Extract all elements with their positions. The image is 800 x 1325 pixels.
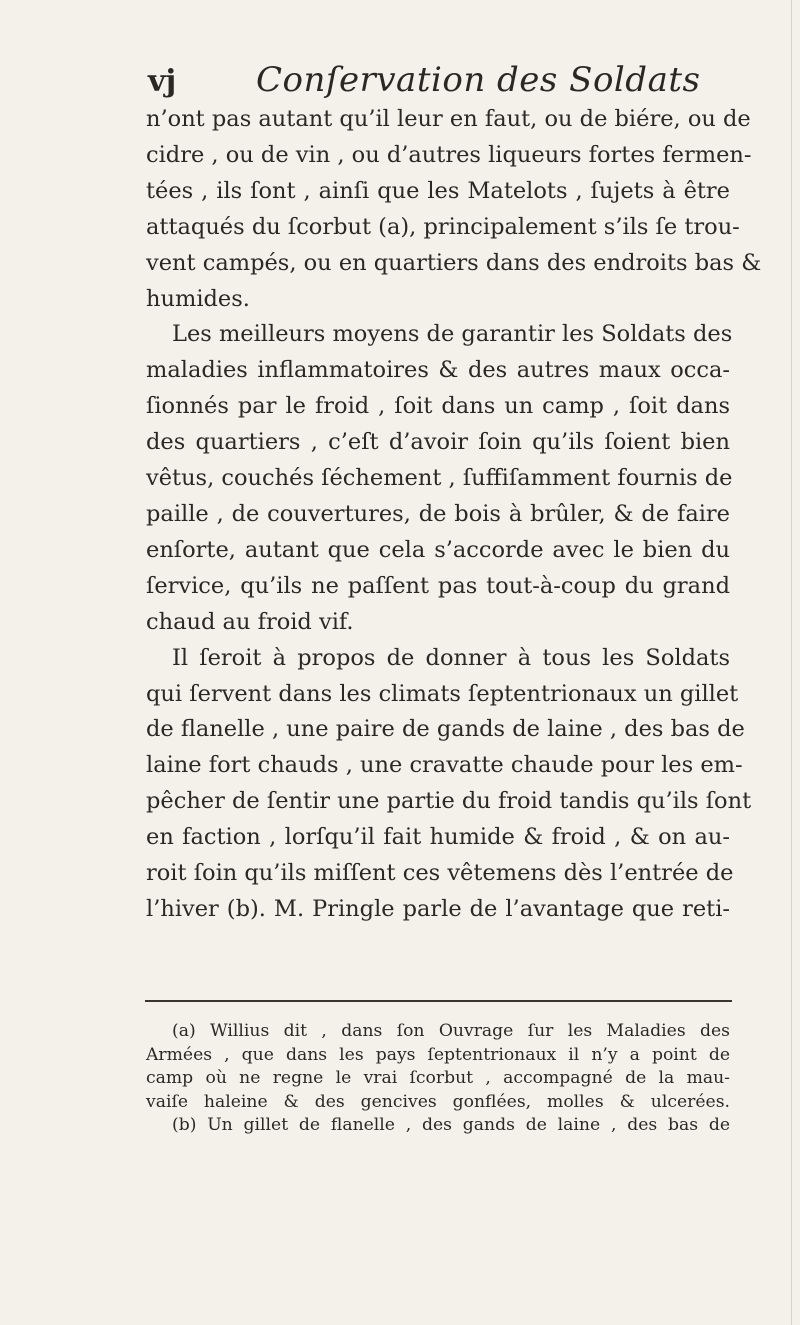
text-line: enſorte, autant que cela s’accorde avec le bien du [146, 536, 730, 563]
text-line: attaqués du ſcorbut (a), principalement s’ils ſe trou- [146, 213, 740, 240]
page-number: vj [148, 64, 177, 99]
paragraph-3 [146, 641, 752, 928]
text-line: pêcher de ſentir une partie du froid tandis qu’ils ſont [146, 788, 752, 815]
footnote-a [146, 1020, 730, 1114]
text-line: n’ont pas autant qu’il leur en faut, ou de biére, ou de [146, 106, 751, 132]
main-text [146, 102, 762, 928]
text-line: des quartiers , c’eſt d’avoir ſoin qu’ils ſoient bien [146, 429, 730, 456]
text-line: en faction , lorſqu’il fait humide & froid , & on au- [146, 824, 730, 851]
text-line: ſervice, qu’ils ne paſſent pas tout-à-coup du grand [146, 572, 730, 599]
footnote-line: camp où ne regne le vrai ſcorbut , accompagné de la mau- [146, 1068, 730, 1089]
running-title: Conſervation des Soldats [256, 60, 701, 100]
text-line: cidre , ou de vin , ou d’autres liqueurs fortes fermen- [146, 141, 752, 168]
page-edge-line [791, 0, 792, 1325]
footnote-line: vaiſe haleine & des gencives gonflées, molles & ulcerées. [146, 1091, 730, 1112]
text-line: Il ſeroit à propos de donner à tous les Soldats [172, 644, 730, 671]
text-line: chaud au froid vif. [146, 608, 354, 635]
text-line: Les meilleurs moyens de garantir les Soldats des [172, 321, 733, 348]
paragraph-1 [146, 102, 762, 317]
page-header [148, 58, 740, 108]
text-line: vent campés, ou en quartiers dans des endroits bas & [146, 249, 762, 276]
text-line: roit ſoin qu’ils miſſent ces vêtemens dès l’entrée de [146, 860, 734, 887]
footnote-line: (a) Willius dit , dans ſon Ouvrage ſur les Maladies des [172, 1021, 730, 1041]
text-line: humides. [146, 285, 250, 312]
footnote-b [146, 1114, 730, 1138]
text-line: qui ſervent dans les climats ſeptentrionaux un gillet [146, 680, 739, 707]
text-line: de flanelle , une paire de gands de laine , des bas de [146, 716, 745, 743]
paragraph-2 [146, 317, 733, 640]
text-line: maladies inflammatoires & des autres maux occa- [146, 357, 730, 384]
footnote-line: (b) Un gillet de flanelle , des gands de laine , des bas de [172, 1115, 730, 1136]
text-line: paille , de couvertures, de bois à brûler, & de faire [146, 500, 730, 527]
footnote-rule [145, 1000, 732, 1002]
text-line: ſionnés par le froid , ſoit dans un camp , ſoit dans [146, 393, 730, 420]
text-line: laine fort chauds , une cravatte chaude pour les em- [146, 752, 743, 779]
text-line: vêtus, couchés ſéchement , ſuffiſamment fournis de [146, 465, 733, 492]
text-line: tées , ils ſont , ainſi que les Matelots , ſujets à être [146, 177, 730, 204]
text-line: l’hiver (b). M. Pringle parle de l’avantage que reti- [146, 895, 730, 922]
footnote-line: Armées , que dans les pays ſeptentrionaux il n’y a point de [146, 1044, 730, 1065]
footnotes [146, 1020, 730, 1138]
